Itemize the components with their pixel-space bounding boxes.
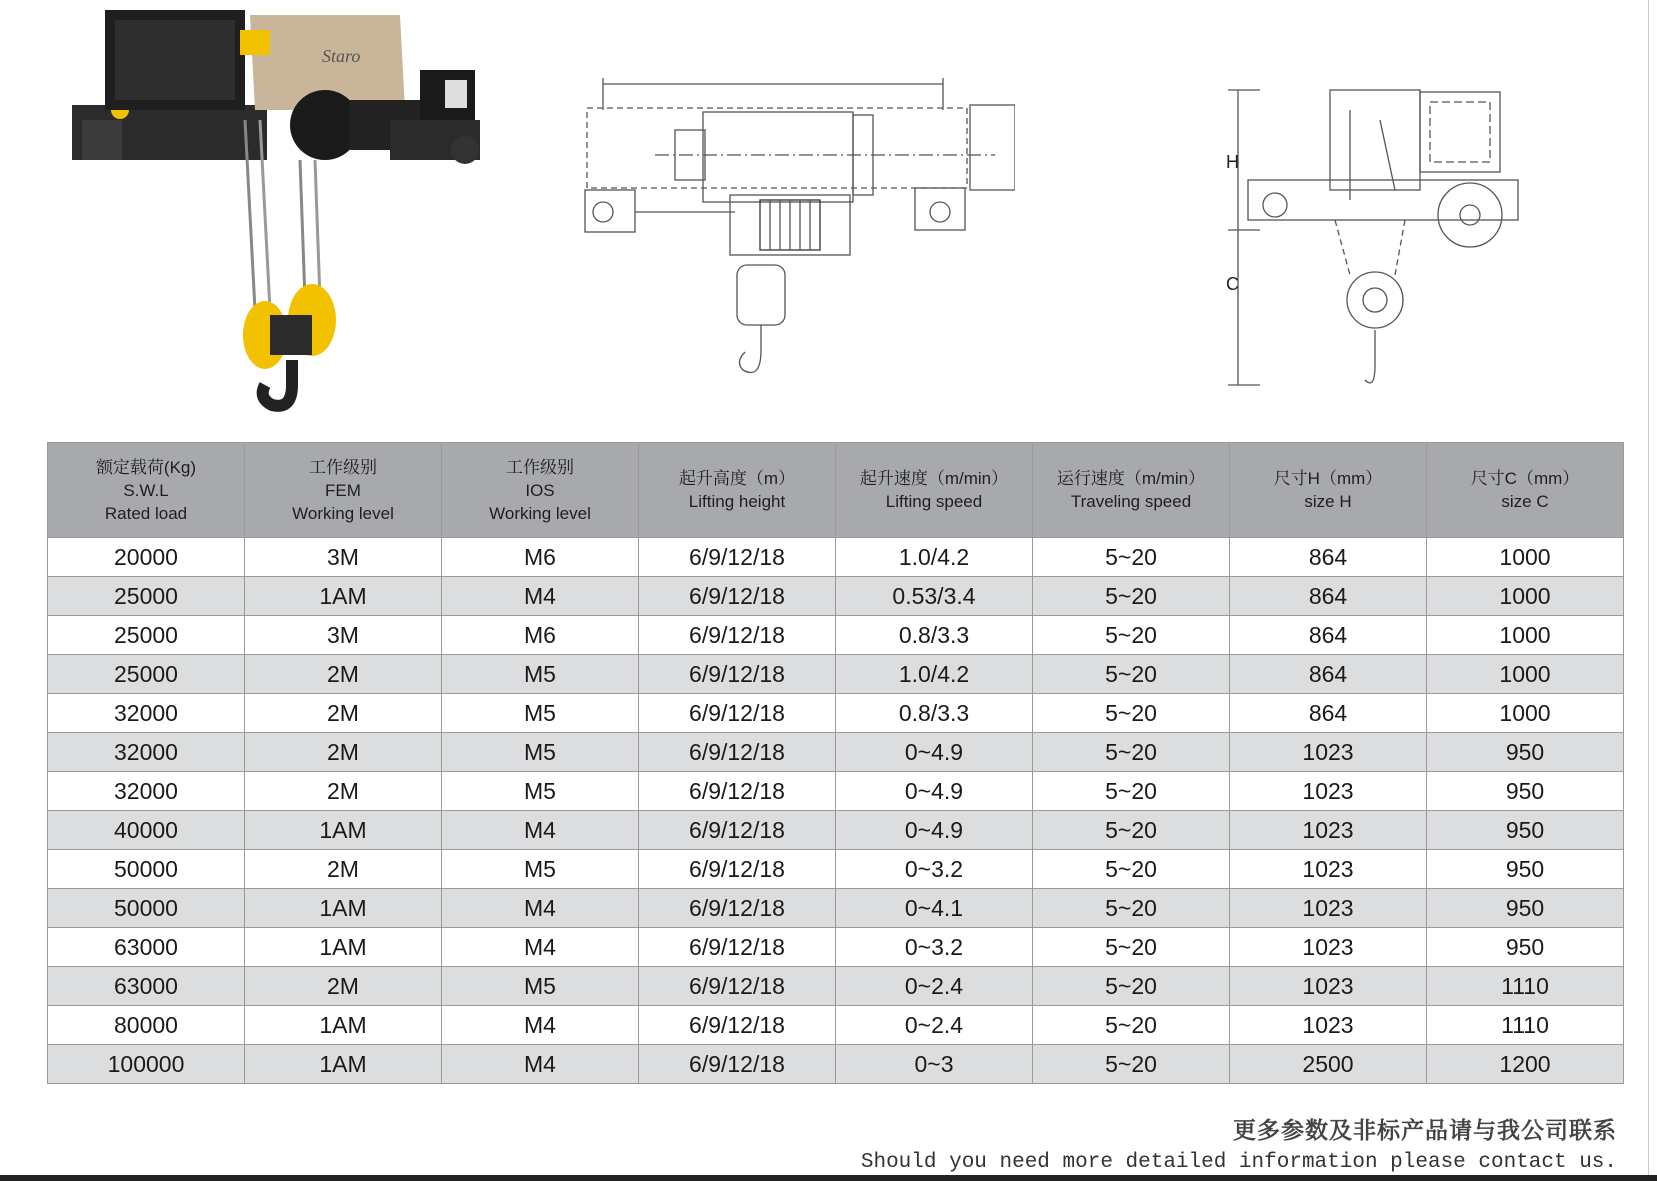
table-cell: 5~20 [1033, 772, 1230, 811]
table-cell: 5~20 [1033, 694, 1230, 733]
table-cell: 25000 [48, 577, 245, 616]
table-cell: 5~20 [1033, 616, 1230, 655]
contact-note-chinese: 更多参数及非标产品请与我公司联系 [1233, 1118, 1617, 1144]
table-cell: 950 [1427, 889, 1624, 928]
table-cell: 6/9/12/18 [639, 733, 836, 772]
table-cell: 6/9/12/18 [639, 655, 836, 694]
table-cell: 6/9/12/18 [639, 694, 836, 733]
table-cell: 5~20 [1033, 655, 1230, 694]
table-cell: 80000 [48, 1006, 245, 1045]
table-cell: 950 [1427, 733, 1624, 772]
table-row [48, 538, 1624, 577]
table-cell: 6/9/12/18 [639, 1006, 836, 1045]
table-cell: 3M [245, 538, 442, 577]
table-cell: M4 [442, 889, 639, 928]
table-cell: 0~4.9 [836, 733, 1033, 772]
table-cell: 0~3.2 [836, 928, 1033, 967]
column-header-line: Traveling speed [1070, 492, 1192, 511]
table-row [48, 1006, 1624, 1045]
column-header-line: size C [1501, 492, 1549, 511]
table-row [48, 694, 1624, 733]
table-cell: 1023 [1230, 889, 1427, 928]
table-cell: 1AM [245, 577, 442, 616]
table-cell: 950 [1427, 928, 1624, 967]
column-header-line: Working level [489, 503, 591, 523]
column-header-line: 尺寸H（mm） [1273, 469, 1383, 488]
column-header-4 [639, 443, 836, 538]
table-cell: M5 [442, 694, 639, 733]
table-cell: 1AM [245, 1006, 442, 1045]
table-cell: M5 [442, 772, 639, 811]
table-cell: M4 [442, 1045, 639, 1084]
table-cell: 1023 [1230, 967, 1427, 1006]
table-cell: 950 [1427, 811, 1624, 850]
table-cell: 5~20 [1033, 928, 1230, 967]
column-header-line: 运行速度（m/min） [1056, 469, 1206, 488]
table-cell: M5 [442, 655, 639, 694]
table-cell: 0.53/3.4 [836, 577, 1033, 616]
specification-table [47, 442, 1624, 1084]
table-cell: M4 [442, 811, 639, 850]
table-cell: 1AM [245, 928, 442, 967]
table-cell: 2M [245, 850, 442, 889]
table-cell: 2M [245, 772, 442, 811]
table-cell: 1.0/4.2 [836, 538, 1033, 577]
table-cell: 20000 [48, 538, 245, 577]
table-row [48, 733, 1624, 772]
table-cell: 6/9/12/18 [639, 889, 836, 928]
column-header-1 [48, 443, 245, 538]
bottom-bar [0, 1175, 1657, 1181]
column-header-line: Working level [292, 503, 394, 523]
column-header-line: 尺寸C（mm） [1470, 469, 1580, 488]
dimension-label-c: C [1226, 274, 1239, 294]
table-cell: 0.8/3.3 [836, 694, 1033, 733]
table-cell: 1AM [245, 889, 442, 928]
table-cell: 1000 [1427, 655, 1624, 694]
table-row [48, 616, 1624, 655]
table-cell: 864 [1230, 577, 1427, 616]
table-cell: 32000 [48, 733, 245, 772]
table-cell: 2M [245, 694, 442, 733]
table-cell: 5~20 [1033, 967, 1230, 1006]
table-cell: 25000 [48, 655, 245, 694]
column-header-8 [1427, 443, 1624, 538]
column-header-line: Lifting speed [885, 492, 983, 511]
table-cell: M5 [442, 733, 639, 772]
table-cell: 950 [1427, 772, 1624, 811]
table-cell: 1023 [1230, 928, 1427, 967]
table-cell: 2M [245, 655, 442, 694]
table-cell: 1000 [1427, 538, 1624, 577]
side-view-drawing [1220, 80, 1520, 420]
table-cell: 32000 [48, 772, 245, 811]
table-cell: 6/9/12/18 [639, 1045, 836, 1084]
table-cell: 50000 [48, 850, 245, 889]
table-cell: 0~4.1 [836, 889, 1033, 928]
table-cell: 1110 [1427, 967, 1624, 1006]
table-cell: 0~4.9 [836, 772, 1033, 811]
table-cell: 2M [245, 733, 442, 772]
table-row [48, 850, 1624, 889]
page-edge-line [1648, 0, 1649, 1181]
table-cell: 1023 [1230, 811, 1427, 850]
table-cell: 5~20 [1033, 1006, 1230, 1045]
table-cell: 864 [1230, 616, 1427, 655]
table-cell: 6/9/12/18 [639, 850, 836, 889]
table-cell: M5 [442, 967, 639, 1006]
table-cell: 100000 [48, 1045, 245, 1084]
column-header-6 [1033, 443, 1230, 538]
table-row [48, 928, 1624, 967]
contact-note-english: Should you need more detailed information please contact us. [860, 1151, 1617, 1174]
column-header-line: 工作级别 [309, 457, 377, 477]
table-cell: 5~20 [1033, 850, 1230, 889]
table-cell: 1200 [1427, 1045, 1624, 1084]
table-cell: 864 [1230, 538, 1427, 577]
table-cell: M4 [442, 928, 639, 967]
column-header-line: 工作级别 [506, 457, 574, 477]
table-cell: 0~2.4 [836, 1006, 1033, 1045]
table-cell: 40000 [48, 811, 245, 850]
table-cell: 1.0/4.2 [836, 655, 1033, 694]
column-header-line: Lifting height [688, 492, 786, 511]
table-cell: 1AM [245, 1045, 442, 1084]
table-cell: M6 [442, 538, 639, 577]
table-cell: 6/9/12/18 [639, 616, 836, 655]
table-cell: 864 [1230, 694, 1427, 733]
table-cell: 6/9/12/18 [639, 811, 836, 850]
front-view-drawing [575, 70, 1015, 410]
table-cell: 6/9/12/18 [639, 577, 836, 616]
table-cell: M6 [442, 616, 639, 655]
table-cell: M5 [442, 850, 639, 889]
table-cell: 5~20 [1033, 538, 1230, 577]
table-cell: 1110 [1427, 1006, 1624, 1045]
table-cell: 5~20 [1033, 577, 1230, 616]
table-cell: 2M [245, 967, 442, 1006]
table-header [48, 443, 1624, 538]
table-row [48, 1045, 1624, 1084]
column-header-line: IOS [525, 480, 555, 500]
column-header-line: S.W.L [123, 480, 169, 500]
table-cell: 0.8/3.3 [836, 616, 1033, 655]
table-cell: 0~3.2 [836, 850, 1033, 889]
hoist-product-photo [60, 0, 510, 430]
column-header-line: 起升速度（m/min） [859, 469, 1009, 488]
table-cell: 1023 [1230, 1006, 1427, 1045]
table-row [48, 967, 1624, 1006]
table-cell: 6/9/12/18 [639, 928, 836, 967]
brand-logo: Staro [322, 46, 361, 66]
table-cell: 6/9/12/18 [639, 538, 836, 577]
column-header-7 [1230, 443, 1427, 538]
table-cell: M4 [442, 1006, 639, 1045]
table-cell: 63000 [48, 928, 245, 967]
table-cell: 6/9/12/18 [639, 772, 836, 811]
table-row [48, 577, 1624, 616]
column-header-line: Rated load [104, 503, 188, 523]
table-cell: 1023 [1230, 850, 1427, 889]
table-cell: 5~20 [1033, 1045, 1230, 1084]
table-cell: 0~4.9 [836, 811, 1033, 850]
column-header-5 [836, 443, 1033, 538]
table-cell: 5~20 [1033, 889, 1230, 928]
table-body [48, 538, 1624, 1084]
column-header-line: FEM [325, 480, 361, 500]
table-cell: 2500 [1230, 1045, 1427, 1084]
table-cell: 0~3 [836, 1045, 1033, 1084]
table-cell: 6/9/12/18 [639, 967, 836, 1006]
table-cell: 1AM [245, 811, 442, 850]
table-cell: 864 [1230, 655, 1427, 694]
table-cell: M4 [442, 577, 639, 616]
table-cell: 1023 [1230, 772, 1427, 811]
dimension-label-h: H [1226, 152, 1239, 172]
table-cell: 5~20 [1033, 733, 1230, 772]
table-row [48, 889, 1624, 928]
table-cell: 63000 [48, 967, 245, 1006]
table-row [48, 811, 1624, 850]
table-cell: 25000 [48, 616, 245, 655]
table-cell: 950 [1427, 850, 1624, 889]
column-header-3 [442, 443, 639, 538]
table-cell: 0~2.4 [836, 967, 1033, 1006]
table-cell: 3M [245, 616, 442, 655]
column-header-2 [245, 443, 442, 538]
column-header-line: 起升高度（m） [678, 469, 796, 488]
table-row [48, 772, 1624, 811]
table-cell: 1000 [1427, 577, 1624, 616]
table-cell: 5~20 [1033, 811, 1230, 850]
table-cell: 1000 [1427, 616, 1624, 655]
table-cell: 1023 [1230, 733, 1427, 772]
table-row [48, 655, 1624, 694]
column-header-line: 额定载荷(Kg) [95, 457, 197, 477]
table-header-row [48, 443, 1624, 538]
table-cell: 1000 [1427, 694, 1624, 733]
column-header-line: size H [1304, 492, 1352, 511]
table-cell: 32000 [48, 694, 245, 733]
table-cell: 50000 [48, 889, 245, 928]
